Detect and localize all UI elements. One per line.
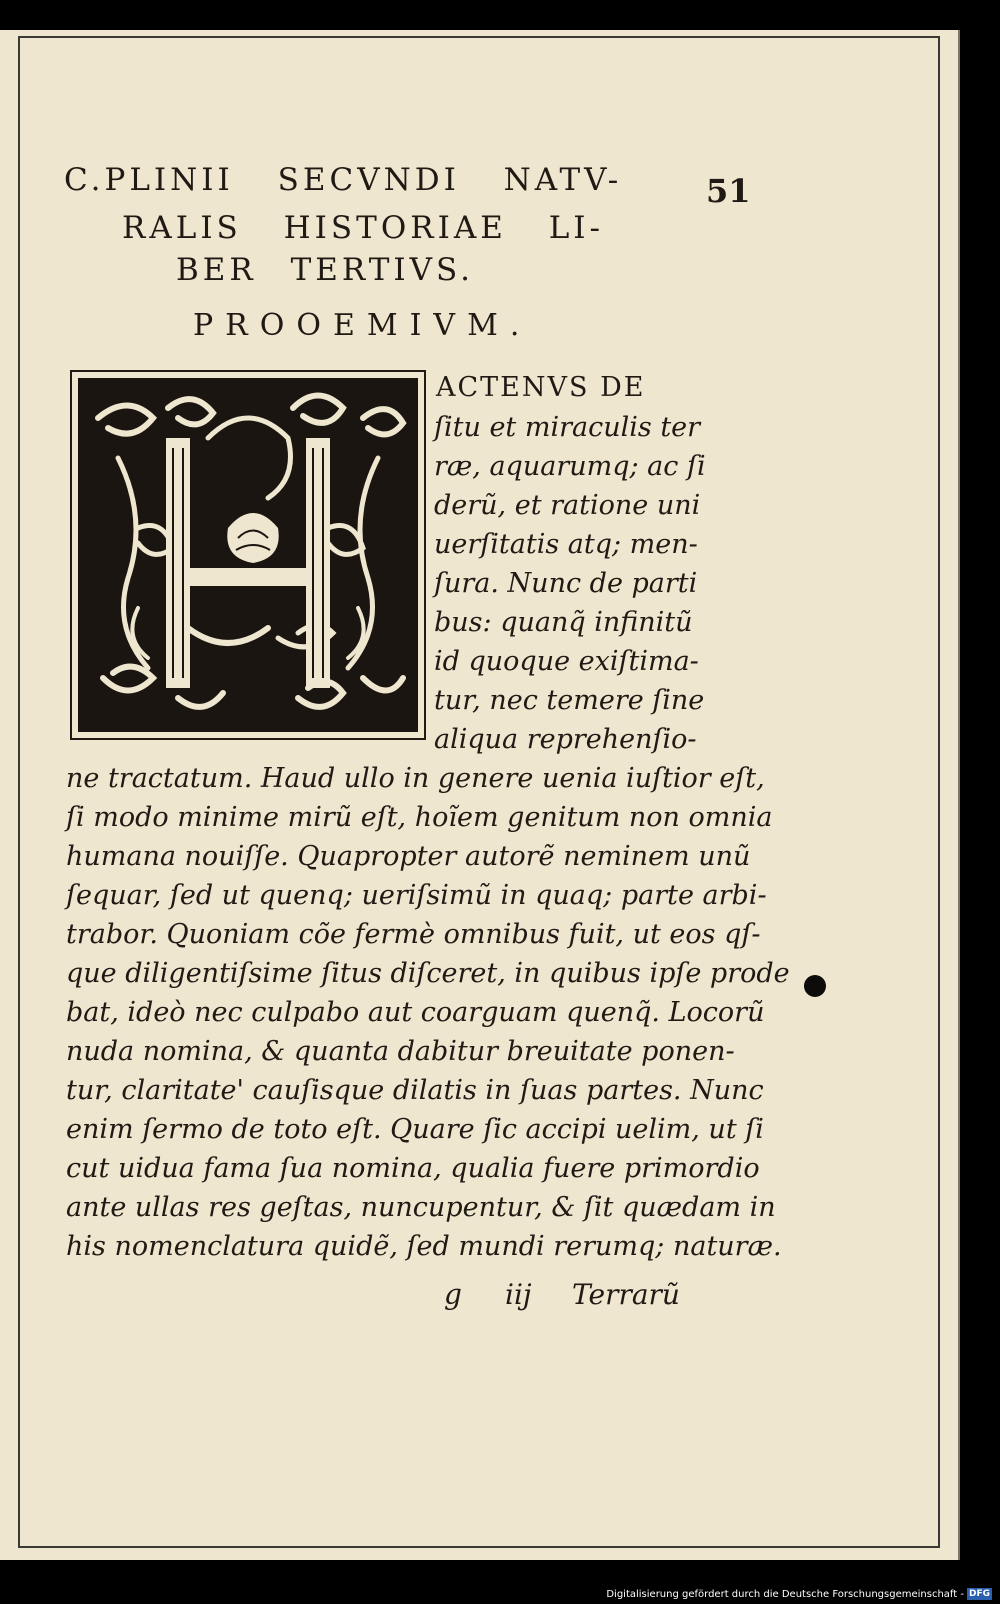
ornamental-initial-h-icon (78, 378, 418, 732)
text-line: ſequar, ſed ut quenq; ueriſsimũ in quaq; parte arbi- (66, 880, 767, 911)
text-line: humana nouiſſe. Quapropter autorẽ neminem unũ (66, 841, 751, 872)
decorated-initial (70, 370, 426, 740)
section-heading: PROOEMIVM. (193, 308, 532, 343)
text-line: ſura. Nunc de parti (434, 568, 698, 599)
catchword: Terrarũ (572, 1278, 680, 1311)
page-number: 51 (706, 172, 751, 210)
text-line: id quoque exiſtima- (434, 646, 699, 677)
text-line: enim ſermo de toto eſt. Quare ſic accipi uelim, ut ſi (66, 1114, 764, 1145)
text-line: tur, claritate' cauſisque dilatis in ſuas partes. Nunc (66, 1075, 764, 1106)
footer-credit: Digitalisierung gefördert durch die Deutsche Forschungsgemeinschaft - (606, 1588, 964, 1600)
ink-dot-icon (804, 975, 826, 997)
digitization-footer (606, 1587, 992, 1601)
title-line-3: BER TERTIVS. (176, 252, 475, 288)
text-line: ſitu et miraculis ter (434, 412, 701, 443)
dfg-logo-icon: DFG (968, 1589, 990, 1599)
text-line: ante ullas res geſtas, nuncupentur, & ſit quædam in (66, 1192, 776, 1223)
signature-mark: g (444, 1278, 462, 1311)
text-line: ræ, aquarumq; ac ſi (434, 451, 706, 482)
title-line-1: C.PLINII SECVNDI NATV- (64, 162, 623, 198)
text-line: que diligentiſsime ſitus diſceret, in quibus ipſe prode (66, 958, 790, 989)
text-line: nuda nomina, & quanta dabitur breuitate ponen- (66, 1036, 735, 1067)
signature-number: iij (505, 1278, 532, 1311)
text-line: cut uidua fama ſua nomina, qualia fuere primordio (66, 1153, 760, 1184)
text-line: ne tractatum. Haud ullo in genere uenia iuſtior eſt, (66, 763, 765, 794)
text-line: ACTENVS DE (436, 372, 646, 403)
text-line: ſi modo minime mirũ eſt, hoĩem genitum non omnia (66, 802, 773, 833)
text-line: bus: quanq̃ infinitũ (434, 607, 693, 638)
text-line: tur, nec temere ſine (434, 685, 705, 716)
text-line: trabor. Quoniam cõe fermè omnibus fuit, ut eos qſ- (66, 919, 761, 950)
text-line: his nomenclatura quidẽ, ſed mundi rerumq; naturæ. (66, 1231, 782, 1262)
text-line: derũ, et ratione uni (434, 490, 701, 521)
book-page (0, 30, 960, 1560)
text-line: aliqua reprehenſio- (434, 724, 697, 755)
text-line: bat, ideò nec culpabo aut coarguam quenq̃. Locorũ (66, 997, 765, 1028)
title-line-2: RALIS HISTORIAE LI- (122, 210, 605, 246)
text-line: uerſitatis atq; men- (434, 529, 698, 560)
